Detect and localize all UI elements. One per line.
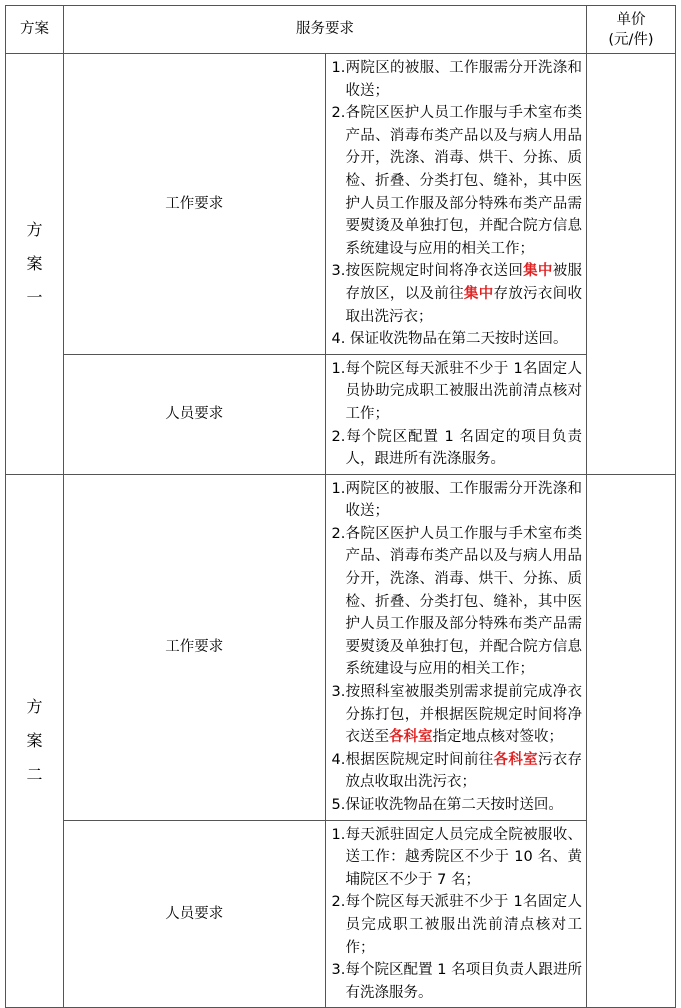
item-text: 被服存放区，以及前往 [345, 263, 583, 302]
item-text: 4. 保证收洗物品在第二天按时送回。 [331, 331, 568, 348]
plan2-price-cell [587, 474, 676, 1008]
item-text: 4.根据医院规定时间前往 [331, 751, 494, 768]
header-price-line1: 单价 [616, 11, 646, 28]
requirement-item [332, 478, 583, 523]
plan1-label-cell [6, 54, 64, 475]
plan2-work-row [6, 474, 676, 820]
header-price-line2: (元/件) [608, 31, 654, 48]
plan1-staff-row [6, 354, 676, 474]
requirement-item [332, 749, 583, 794]
item-text: 5.保证收洗物品在第二天按时送回。 [331, 797, 563, 813]
header-plan: 方案 [6, 6, 64, 54]
plan1-staff-label: 人员要求 [64, 354, 326, 474]
plan1-work-items [325, 54, 587, 355]
plan2-staff-row [6, 820, 676, 1008]
plan1-work-row [6, 54, 676, 355]
item-text: 3.每个院区配置 1 名项目负责人跟进所有洗涤服务。 [331, 962, 582, 1001]
requirement-item [332, 891, 583, 959]
item-text: 1.每个院区每天派驻不少于 1名固定人员协助完成职工被服出洗前清点核对工作； [331, 360, 582, 422]
highlighted-text: 各科室 [493, 751, 538, 768]
item-text: 1.每天派驻固定人员完成全院被服收、送工作：越秀院区不少于 10 名、黄埔院区不少于 7 名； [331, 826, 582, 888]
requirement-item [332, 681, 583, 749]
item-text: 2.各院区医护人员工作服与手术室布类产品、消毒布类产品以及与病人用品分开，洗涤、消毒、烘干、分拣、质检、折叠、分类打包、缝补，其中医护人员工作服及部分特殊布类产品需要熨烫及单独打包，并配合院方信息系统建设与应用的相关工作； [331, 105, 582, 257]
item-text: 1.两院区的被服、工作服需分开洗涤和收送； [331, 60, 582, 99]
highlighted-text: 各科室 [389, 729, 433, 746]
requirement-item [332, 426, 583, 471]
highlighted-text: 集中 [463, 285, 494, 302]
item-text: 2.每个院区配置 1 名固定的项目负责人，跟进所有洗涤服务。 [331, 428, 582, 468]
plan1-work-label: 工作要求 [64, 54, 326, 355]
requirement-item [332, 959, 583, 1004]
requirement-item [332, 260, 583, 328]
item-text: 2.各院区医护人员工作服与手术室布类产品、消毒布类产品以及与病人用品分开，洗涤、消毒、烘干、分拣、质检、折叠、分类打包、缝补，其中医护人员工作服及部分特殊布类产品需要熨烫及单独打包，并配合院方信息系统建设与应用的相关工作； [331, 525, 582, 678]
requirement-item [332, 824, 583, 892]
item-text: 污衣存放点收取出洗污衣； [345, 751, 583, 791]
requirement-item [332, 102, 583, 260]
header-requirements: 服务要求 [64, 6, 587, 54]
item-text: 3.按照科室被服类别需求提前完成净衣分拣打包，并根据医院规定时间将净衣送至 [331, 684, 582, 746]
requirement-item [332, 523, 583, 681]
item-text: 存放污衣间收取出洗污衣； [345, 285, 583, 325]
plan2-label: 方案二 [26, 697, 43, 785]
plan1-label: 方案一 [26, 219, 43, 307]
item-text: 1.两院区的被服、工作服需分开洗涤和收送； [331, 480, 582, 520]
plan2-label-cell [6, 474, 64, 1008]
requirement-item [332, 57, 583, 102]
plan2-staff-items [325, 820, 587, 1008]
plan2-work-items [325, 474, 587, 820]
service-requirements-table [5, 5, 676, 1008]
item-text: 2.每个院区每天派驻不少于 1名固定人员完成职工被服出洗前清点核对工作； [331, 894, 582, 956]
requirement-item [332, 358, 583, 426]
highlighted-text: 集中 [523, 263, 553, 280]
table-header-row [6, 6, 676, 54]
requirement-item [332, 328, 583, 351]
header-price [587, 6, 676, 54]
requirement-item [332, 794, 583, 817]
plan2-work-label: 工作要求 [64, 474, 326, 820]
plan1-price-cell [587, 54, 676, 475]
plan1-staff-items [325, 354, 587, 474]
item-text: 3.按医院规定时间将净衣送回 [331, 263, 524, 280]
plan2-staff-label: 人员要求 [64, 820, 326, 1008]
item-text: 指定地点核对签收； [432, 729, 563, 746]
